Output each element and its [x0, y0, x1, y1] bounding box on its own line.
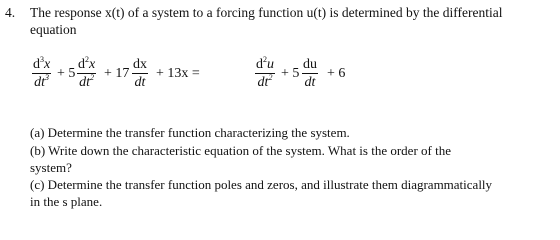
- op-plus-6: + 6: [327, 66, 346, 81]
- t1-num-exp: 3: [40, 55, 44, 64]
- part-c-line-2: in the s plane.: [30, 194, 103, 209]
- part-c-line-1: (c) Determine the transfer function poles and zeros, and illustrate them diagrammatically: [30, 177, 493, 192]
- t4-den-exp: 2: [268, 73, 273, 82]
- fraction-first-derivative-x: [132, 57, 148, 90]
- fraction-second-derivative-x: [77, 57, 96, 90]
- t2-den-exp: 2: [90, 73, 95, 82]
- t1-num-d: d: [33, 57, 40, 72]
- t2-den-d: dt: [79, 75, 91, 90]
- t1-num-var: x: [44, 57, 51, 72]
- op-plus-17: + 17: [104, 66, 130, 81]
- t3-num: dx: [133, 57, 147, 72]
- t2-num-exp: 2: [85, 55, 89, 64]
- t4-den-d: dt: [257, 75, 269, 90]
- fraction-third-derivative-x: [32, 57, 51, 90]
- fraction-bar: [302, 73, 318, 74]
- part-a: (a) Determine the transfer function characterizing the system.: [30, 125, 350, 140]
- op-plus-13x-equals: + 13x =: [156, 66, 200, 81]
- question-number: 4.: [5, 5, 16, 20]
- question-stem-line-1: The response x(t) of a system to a forcing function u(t) is determined by the differential: [30, 5, 503, 20]
- t1-den-exp: 3: [45, 73, 50, 82]
- t1-den-d: dt: [34, 75, 46, 90]
- t4-num-var: u: [267, 57, 274, 72]
- part-b-line-1: (b) Write down the characteristic equation of the system. What is the order of the: [30, 143, 451, 158]
- op-plus-5-rhs: + 5: [281, 66, 300, 81]
- t5-den: dt: [304, 75, 316, 90]
- t4-num-exp: 2: [263, 55, 267, 64]
- fraction-first-derivative-u: [302, 57, 318, 90]
- fraction-bar: [132, 73, 148, 74]
- op-plus-5: + 5: [57, 66, 76, 81]
- question-stem-line-2: equation: [30, 22, 77, 37]
- fraction-second-derivative-u: [255, 57, 275, 90]
- t2-num-var: x: [89, 57, 96, 72]
- part-b-line-2: system?: [30, 160, 72, 175]
- t2-num-d: d: [78, 57, 85, 72]
- t3-den: dt: [134, 75, 146, 90]
- t4-num-d: d: [256, 57, 263, 72]
- t5-num: du: [303, 57, 317, 72]
